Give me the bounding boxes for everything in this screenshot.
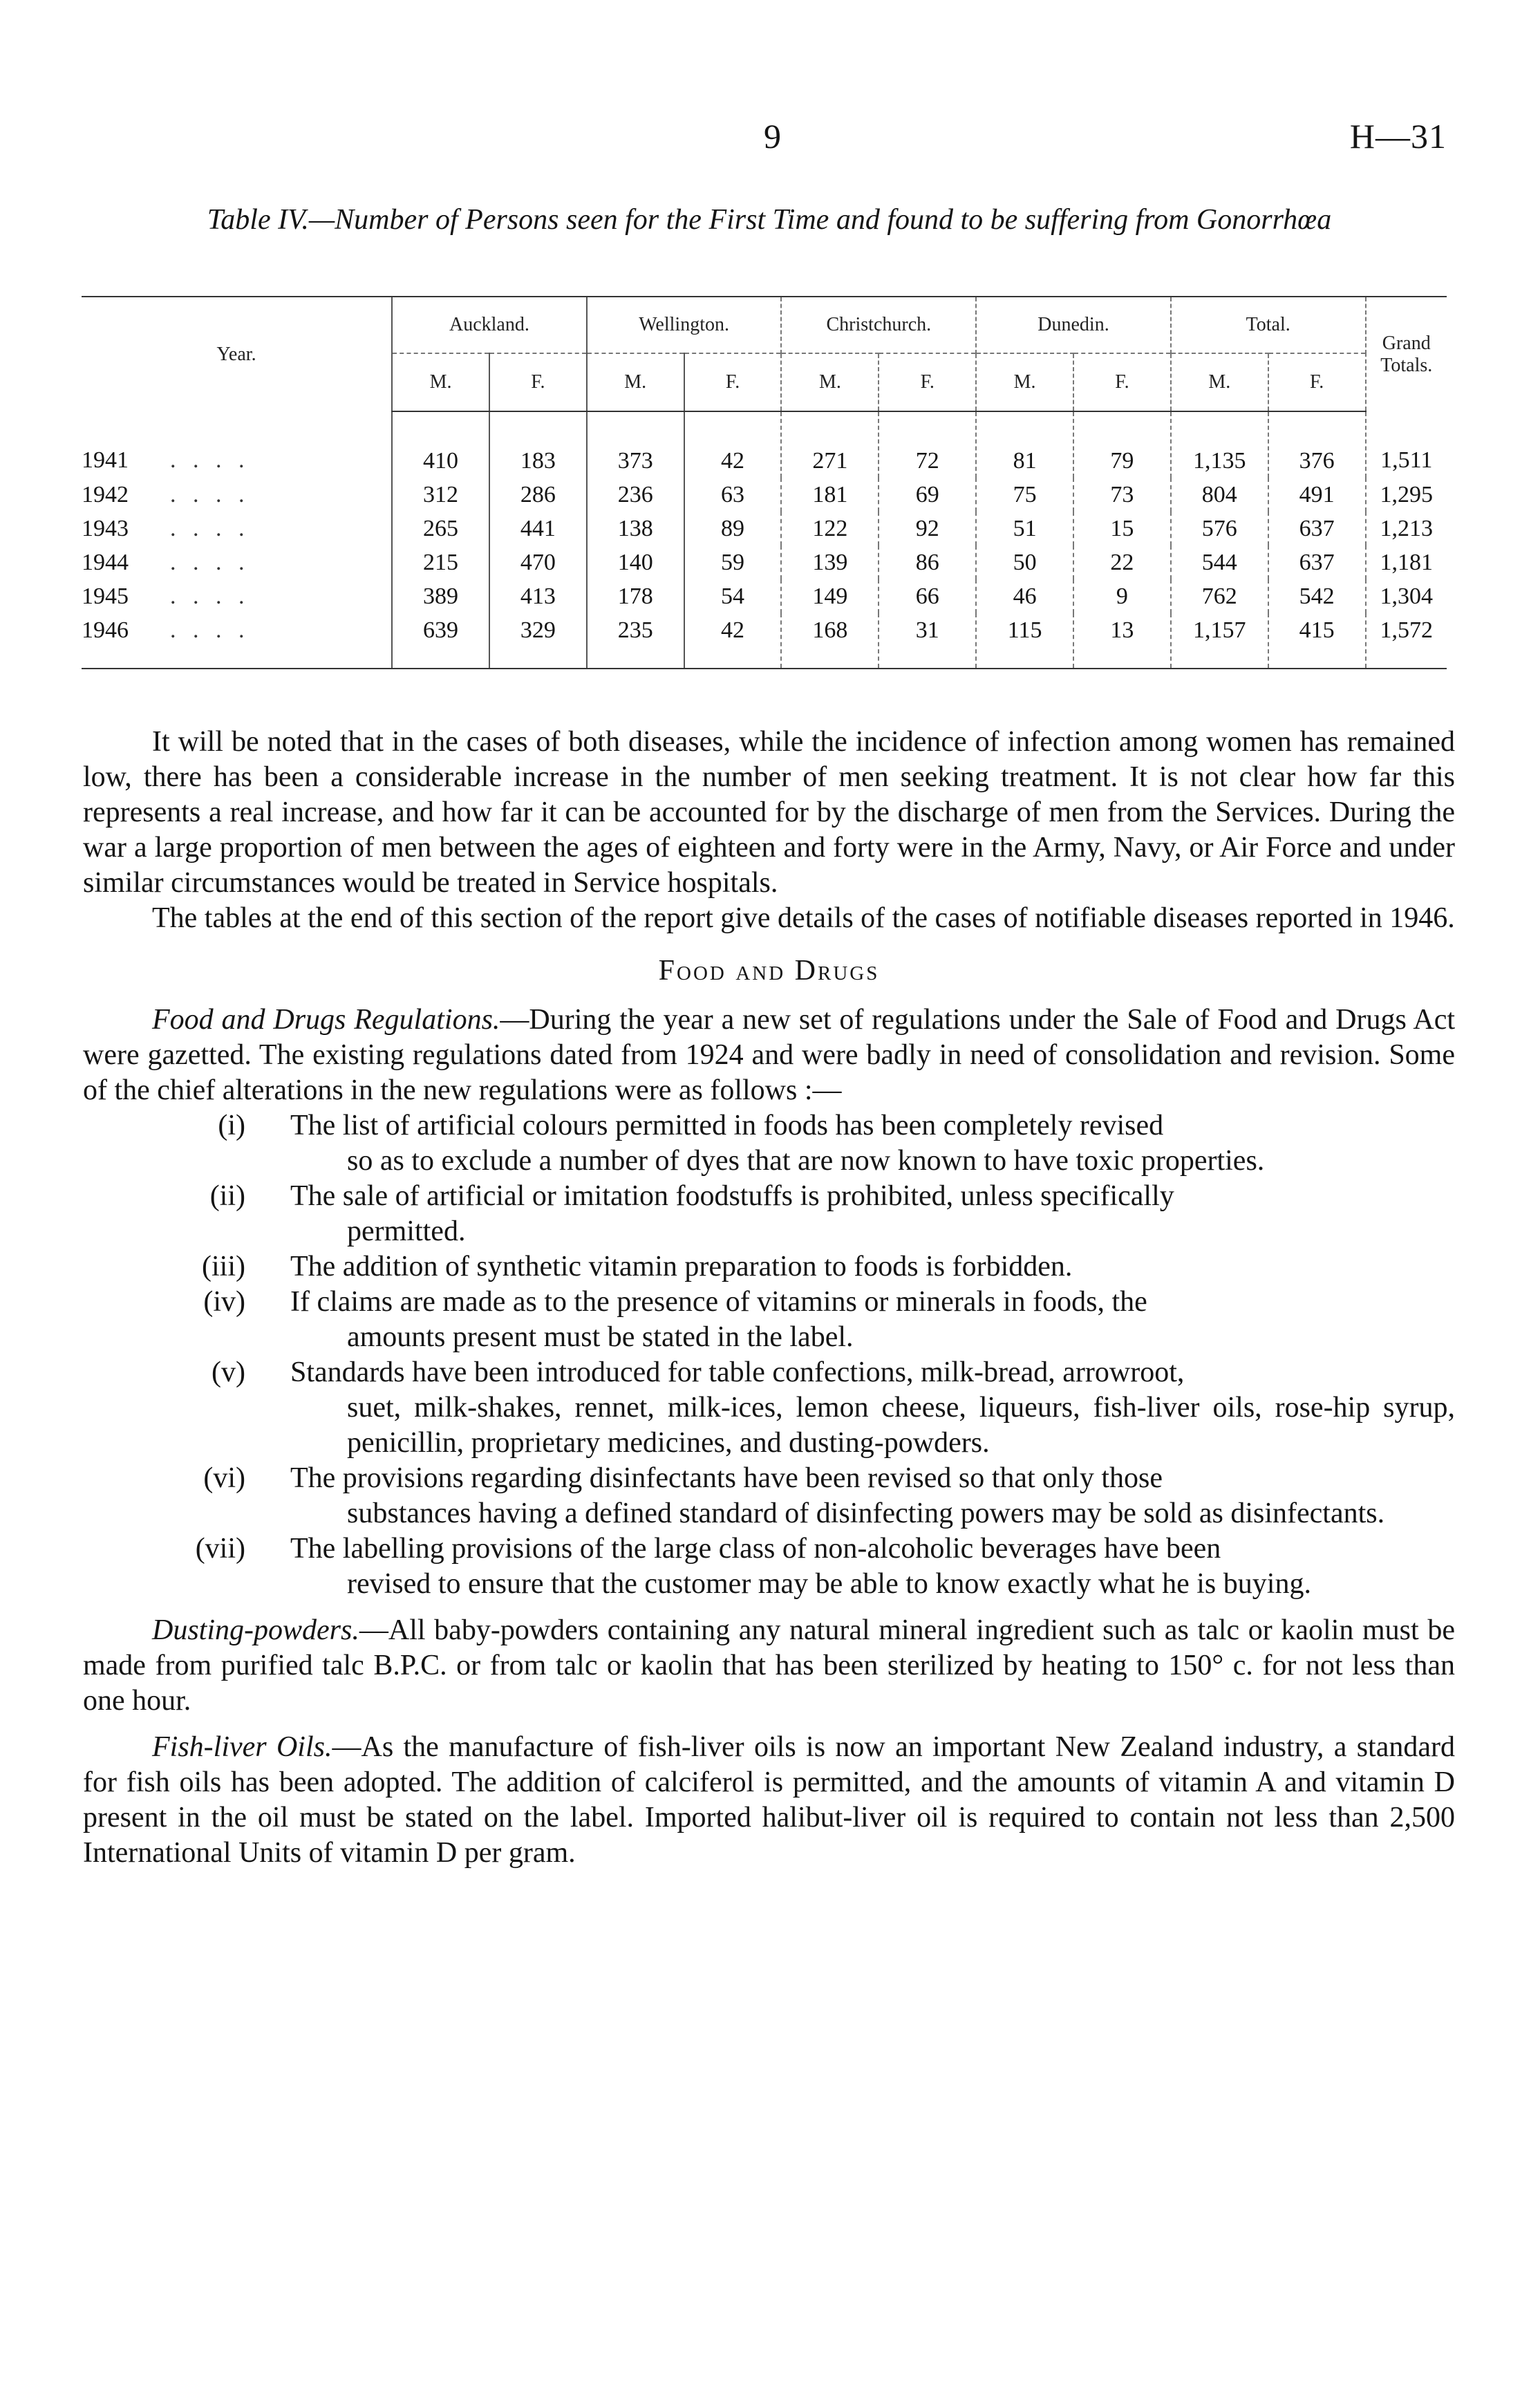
table-row bbox=[82, 512, 1447, 545]
year-value: 1942 bbox=[82, 481, 129, 507]
dusting-powders-paragraph bbox=[83, 1613, 1455, 1719]
grand-total-cell: 1,511 bbox=[1366, 411, 1447, 478]
table-cell: 15 bbox=[1073, 512, 1171, 545]
table-row bbox=[82, 478, 1447, 512]
dunedin-f-header: F. bbox=[1073, 353, 1171, 411]
regulations-paragraph bbox=[83, 1002, 1455, 1108]
year-cell bbox=[82, 478, 392, 512]
table-cell: 139 bbox=[781, 545, 879, 579]
table-cell: 542 bbox=[1268, 579, 1366, 613]
table-cell: 59 bbox=[684, 545, 782, 579]
table-row bbox=[82, 579, 1447, 613]
regulation-continuation: so as to exclude a number of dyes that are now known to have toxic properties. bbox=[347, 1145, 1265, 1177]
body-text bbox=[83, 725, 1455, 1871]
regulation-number: (vii) bbox=[195, 1533, 245, 1565]
table-row bbox=[82, 411, 1447, 478]
regulation-first-line: Standards have been introduced for table confections, milk-bread, arrowroot, bbox=[290, 1356, 1185, 1388]
christchurch-m-header: M. bbox=[781, 353, 879, 411]
table-cell: 762 bbox=[1171, 579, 1268, 613]
total-header: Total. bbox=[1171, 297, 1366, 353]
table-cell: 271 bbox=[781, 411, 879, 478]
table-cell: 329 bbox=[489, 613, 587, 669]
table-cell: 92 bbox=[879, 512, 976, 545]
auckland-m-header: M. bbox=[392, 353, 489, 411]
spacer bbox=[83, 1602, 1455, 1613]
table-title: Table IV.—Number of Persons seen for the First Time and found to be suffering from Gonorrhœa bbox=[207, 204, 1332, 236]
table-cell: 1,135 bbox=[1171, 411, 1268, 478]
table-cell: 89 bbox=[684, 512, 782, 545]
leader-dots: . . . . bbox=[170, 583, 250, 609]
table-cell: 415 bbox=[1268, 613, 1366, 669]
paragraph-tables-note: The tables at the end of this section of the report give details of the cases of notifiable diseases reported in 1946. bbox=[152, 902, 1455, 934]
report-code: H—31 bbox=[1349, 117, 1447, 156]
leader-dots: . . . . bbox=[170, 515, 250, 541]
table-cell: 491 bbox=[1268, 478, 1366, 512]
wellington-f-header: F. bbox=[684, 353, 782, 411]
table-cell: 637 bbox=[1268, 545, 1366, 579]
regulations-text: —During the year a new set of regulations under the Sale of Food and Drugs Act were gazetted. The existing regulations dated from 1924 and were badly in need of consolidation and revision. Some of the chief alterations in the new regulations were as follows :— bbox=[83, 1004, 1456, 1106]
regulation-text bbox=[290, 1249, 1455, 1285]
fish-text: —As the manufacture of fish-liver oils is now an important New Zealand industry, a standard for fish oils has been adopted. The addition of calciferol is permitted, and the amounts of vitamin A and vitamin D present in the oil must be stated on the label. Imported halibut-liver oil is required to contain not less than 2,500 International Units of vitamin D per gram. bbox=[83, 1731, 1455, 1869]
table-cell: 576 bbox=[1171, 512, 1268, 545]
grand-total-cell: 1,295 bbox=[1366, 478, 1447, 512]
regulation-item bbox=[83, 1108, 1455, 1179]
regulations-lead: Food and Drugs Regulations. bbox=[152, 1004, 500, 1036]
table-cell: 312 bbox=[392, 478, 489, 512]
year-value: 1945 bbox=[82, 583, 129, 609]
total-f-header: F. bbox=[1268, 353, 1366, 411]
dusting-lead: Dusting-powders. bbox=[152, 1614, 359, 1646]
table-cell: 804 bbox=[1171, 478, 1268, 512]
table-cell: 31 bbox=[879, 613, 976, 669]
table-cell: 115 bbox=[976, 613, 1073, 669]
table-cell: 46 bbox=[976, 579, 1073, 613]
table-cell: 373 bbox=[587, 411, 684, 478]
table-row bbox=[82, 545, 1447, 579]
regulation-item bbox=[83, 1179, 1455, 1249]
table-cell: 73 bbox=[1073, 478, 1171, 512]
table-cell: 389 bbox=[392, 579, 489, 613]
total-m-header: M. bbox=[1171, 353, 1268, 411]
table-cell: 69 bbox=[879, 478, 976, 512]
regulation-text bbox=[290, 1531, 1455, 1602]
regulation-text bbox=[290, 1179, 1455, 1249]
fish-lead: Fish-liver Oils. bbox=[152, 1731, 332, 1763]
regulation-number: (iv) bbox=[203, 1286, 245, 1318]
table-cell: 441 bbox=[489, 512, 587, 545]
grand-total-cell: 1,572 bbox=[1366, 613, 1447, 669]
grand-total-cell: 1,181 bbox=[1366, 545, 1447, 579]
regulation-first-line: If claims are made as to the presence of vitamins or minerals in foods, the bbox=[290, 1286, 1147, 1318]
year-cell bbox=[82, 512, 392, 545]
table-cell: 149 bbox=[781, 579, 879, 613]
regulation-text bbox=[290, 1355, 1455, 1461]
regulation-item bbox=[83, 1355, 1455, 1461]
year-value: 1941 bbox=[82, 447, 129, 473]
table-cell: 236 bbox=[587, 478, 684, 512]
leader-dots: . . . . bbox=[170, 447, 250, 473]
regulation-first-line: The sale of artificial or imitation foodstuffs is prohibited, unless specifically bbox=[290, 1180, 1174, 1212]
dunedin-header: Dunedin. bbox=[976, 297, 1171, 353]
regulation-first-line: The list of artificial colours permitted in foods has been completely revised bbox=[290, 1110, 1164, 1141]
regulation-text bbox=[290, 1108, 1455, 1179]
table-cell: 183 bbox=[489, 411, 587, 478]
christchurch-f-header: F. bbox=[879, 353, 976, 411]
table-cell: 50 bbox=[976, 545, 1073, 579]
year-cell bbox=[82, 411, 392, 478]
table-cell: 544 bbox=[1171, 545, 1268, 579]
table-cell: 1,157 bbox=[1171, 613, 1268, 669]
table-cell: 138 bbox=[587, 512, 684, 545]
table-row bbox=[82, 613, 1447, 669]
table-cell: 79 bbox=[1073, 411, 1171, 478]
table-cell: 181 bbox=[781, 478, 879, 512]
section-heading-food-and-drugs: Food and Drugs bbox=[658, 955, 880, 987]
year-cell bbox=[82, 613, 392, 669]
regulation-number: (vi) bbox=[203, 1462, 245, 1494]
grand-total-cell: 1,304 bbox=[1366, 579, 1447, 613]
table-cell: 86 bbox=[879, 545, 976, 579]
table-cell: 81 bbox=[976, 411, 1073, 478]
table-cell: 122 bbox=[781, 512, 879, 545]
regulation-continuation: permitted. bbox=[347, 1215, 466, 1247]
table-cell: 72 bbox=[879, 411, 976, 478]
table-cell: 410 bbox=[392, 411, 489, 478]
table-cell: 9 bbox=[1073, 579, 1171, 613]
regulation-item bbox=[83, 1249, 1455, 1285]
table-cell: 140 bbox=[587, 545, 684, 579]
page-header bbox=[0, 116, 1540, 165]
table-cell: 168 bbox=[781, 613, 879, 669]
table-cell: 413 bbox=[489, 579, 587, 613]
table-cell: 265 bbox=[392, 512, 489, 545]
leader-dots: . . . . bbox=[170, 617, 250, 643]
page-number: 9 bbox=[764, 117, 781, 156]
table-cell: 42 bbox=[684, 411, 782, 478]
regulation-item bbox=[83, 1461, 1455, 1531]
grand-total-cell: 1,213 bbox=[1366, 512, 1447, 545]
table-cell: 235 bbox=[587, 613, 684, 669]
table-cell: 22 bbox=[1073, 545, 1171, 579]
grand-totals-header: Grand Totals. bbox=[1366, 297, 1447, 411]
regulation-item bbox=[83, 1285, 1455, 1355]
table-cell: 54 bbox=[684, 579, 782, 613]
regulation-number: (i) bbox=[218, 1110, 245, 1141]
table-cell: 470 bbox=[489, 545, 587, 579]
table-cell: 637 bbox=[1268, 512, 1366, 545]
christchurch-header: Christchurch. bbox=[781, 297, 976, 353]
regulation-number: (ii) bbox=[209, 1180, 245, 1212]
auckland-f-header: F. bbox=[489, 353, 587, 411]
regulation-continuation: amounts present must be stated in the label. bbox=[347, 1321, 854, 1353]
auckland-header: Auckland. bbox=[392, 297, 587, 353]
table-cell: 178 bbox=[587, 579, 684, 613]
table-cell: 75 bbox=[976, 478, 1073, 512]
spacer bbox=[83, 1719, 1455, 1730]
year-cell bbox=[82, 545, 392, 579]
regulation-first-line: The labelling provisions of the large class of non-alcoholic beverages have been bbox=[290, 1533, 1221, 1565]
table-cell: 51 bbox=[976, 512, 1073, 545]
regulation-continuation: suet, milk-shakes, rennet, milk-ices, lemon cheese, liqueurs, fish-liver oils, rose-hip syrup, penicillin, proprietary medicines, and dusting-powders. bbox=[347, 1392, 1455, 1459]
wellington-m-header: M. bbox=[587, 353, 684, 411]
table-body bbox=[82, 411, 1447, 669]
dusting-text: —All baby-powders containing any natural mineral ingredient such as talc or kaolin must be made from purified talc B.P.C. or from talc or kaolin that has been sterilized by heating to 150° c. for not less than one hour. bbox=[83, 1614, 1455, 1717]
year-cell bbox=[82, 579, 392, 613]
regulation-item bbox=[83, 1531, 1455, 1602]
regulations-list bbox=[83, 1108, 1455, 1602]
dunedin-m-header: M. bbox=[976, 353, 1073, 411]
fish-liver-oils-paragraph bbox=[83, 1730, 1455, 1871]
regulation-number: (iii) bbox=[202, 1251, 245, 1282]
regulation-first-line: The provisions regarding disinfectants have been revised so that only those bbox=[290, 1462, 1163, 1494]
regulation-first-line: The addition of synthetic vitamin preparation to foods is forbidden. bbox=[290, 1251, 1073, 1282]
year-value: 1946 bbox=[82, 617, 129, 643]
regulation-continuation: revised to ensure that the customer may be able to know exactly what he is buying. bbox=[347, 1568, 1311, 1600]
table-cell: 376 bbox=[1268, 411, 1366, 478]
table-cell: 66 bbox=[879, 579, 976, 613]
regulation-text bbox=[290, 1285, 1455, 1355]
table-cell: 63 bbox=[684, 478, 782, 512]
table-cell: 286 bbox=[489, 478, 587, 512]
gonorrhoea-table bbox=[82, 296, 1447, 669]
table-cell: 639 bbox=[392, 613, 489, 669]
leader-dots: . . . . bbox=[170, 481, 250, 507]
year-value: 1943 bbox=[82, 515, 129, 541]
leader-dots: . . . . bbox=[170, 549, 250, 575]
table-cell: 215 bbox=[392, 545, 489, 579]
regulation-text bbox=[290, 1461, 1455, 1531]
wellington-header: Wellington. bbox=[587, 297, 782, 353]
paragraph-infection-incidence: It will be noted that in the cases of both diseases, while the incidence of infection among women has remained low, there has been a considerable increase in the number of men seeking treatment. It is not clear how far this represents a real increase, and how far it can be accounted for by the discharge of men from the Services. During the war a large proportion of men between the ages of eighteen and forty were in the Army, Navy, or Air Force and under similar circumstances would be treated in Service hospitals. bbox=[83, 726, 1455, 899]
regulation-continuation: substances having a defined standard of disinfecting powers may be sold as disinfectants. bbox=[347, 1498, 1385, 1529]
table-cell: 13 bbox=[1073, 613, 1171, 669]
year-header: Year. bbox=[82, 297, 392, 411]
table-cell: 42 bbox=[684, 613, 782, 669]
regulation-number: (v) bbox=[212, 1356, 245, 1388]
year-value: 1944 bbox=[82, 549, 129, 575]
